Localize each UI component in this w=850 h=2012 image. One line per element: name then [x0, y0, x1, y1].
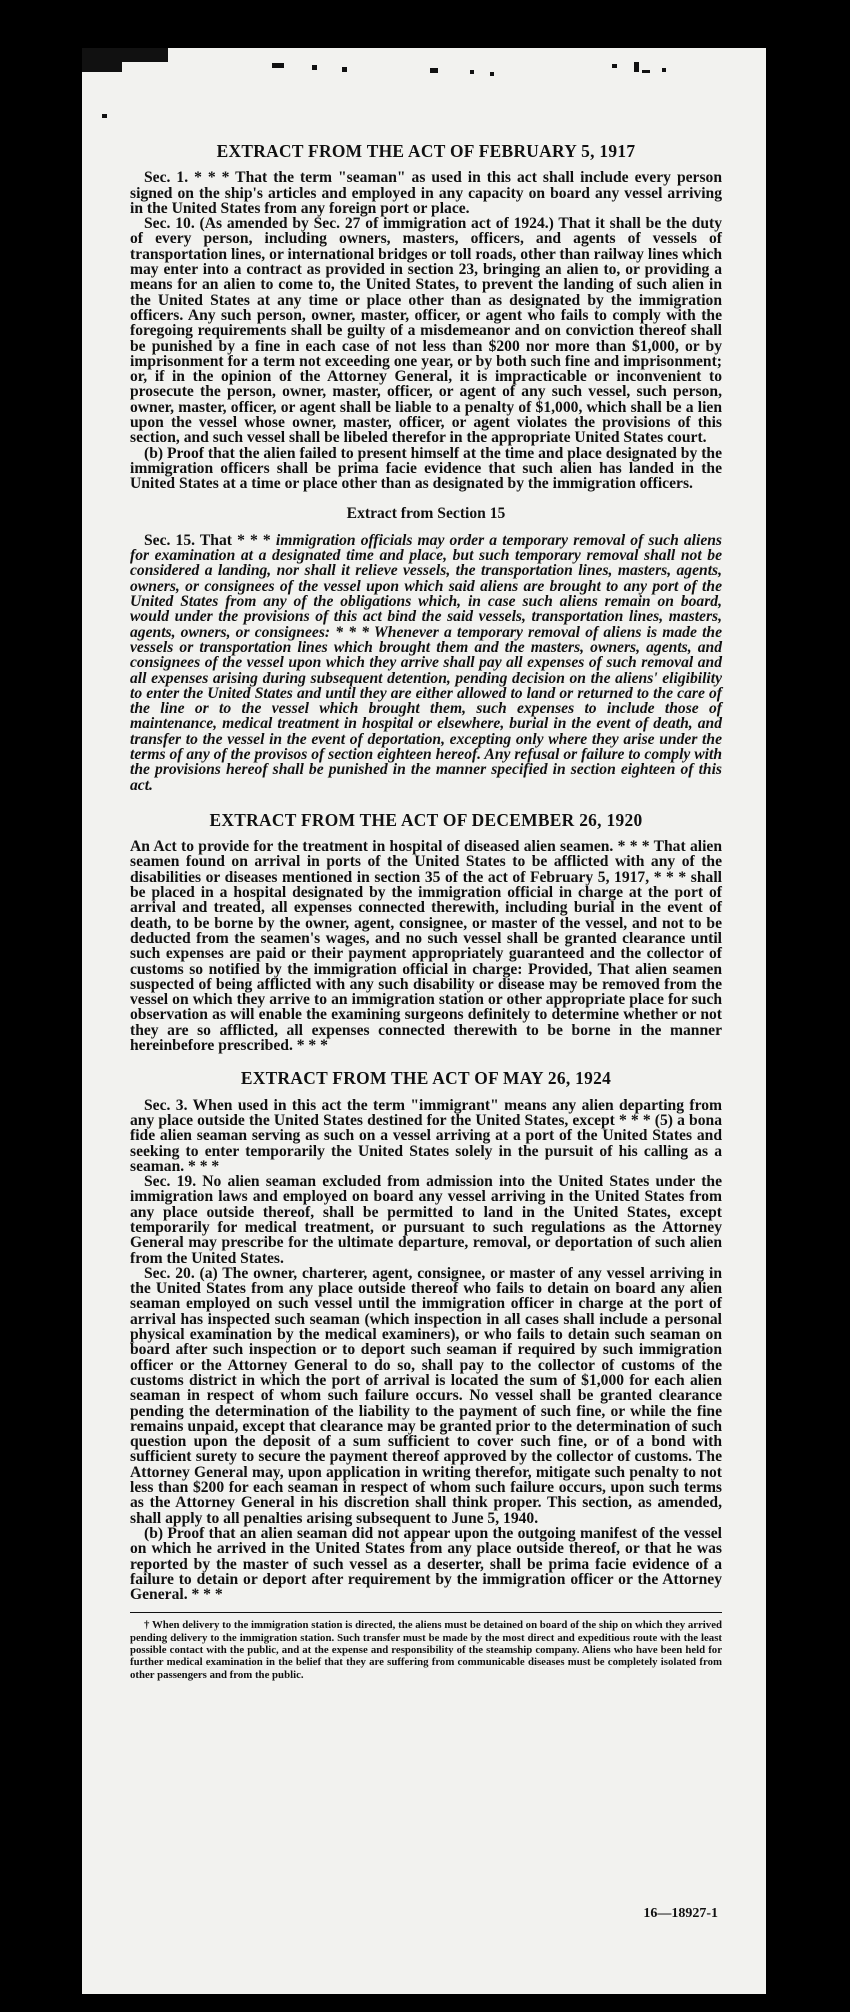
scan-artifacts	[82, 48, 766, 88]
paragraph-sec-1: Sec. 1. * * * That the term "seaman" as used in this act shall include every person signed on the ship's articles and employed in any capacity on board any vessel arriving in the United States from any foreign port or place.	[130, 169, 722, 217]
document-body	[130, 141, 722, 1681]
scan-blot	[470, 70, 474, 74]
paragraph-sec-15	[130, 533, 722, 793]
paragraph-sec-10: Sec. 10. (As amended by Sec. 27 of immigration act of 1924.) That it shall be the duty of every person, including owners, masters, officers, and agents of vessels of transportation lines, or international bridges or toll roads, other than railway lines which may enter into a contract as provided in section 23, bringing an alien to, or providing a means for an alien to come to, the United States, to prevent the landing of such alien in the United States at any time or place other than as designated by the immigration officers. Any such person, owner, master, officer, or agent who fails to comply with the foregoing requirements shall be guilty of a misdemeanor and on conviction thereof shall be punished by a fine in each case of not less than $200 nor more than $1,000, or by imprisonment for a term not exceeding one year, or by both such fine and imprisonment; or, if in the opinion of the Attorney General, it is impracticable or inconvenient to prosecute the person, owner, master, officer, or agent of any such vessel, such person, owner, master, officer, or agent shall be liable to a penalty of $1,000, which shall be a lien upon the vessel whose owner, master, officer, or agent violates the provisions of this section, and such vessel shall be libeled therefor in the appropriate United States court.	[130, 215, 722, 447]
scan-blot	[82, 60, 122, 72]
paragraph-sec-20a: Sec. 20. (a) The owner, charterer, agent, consignee, or master of any vessel arriving in the United States from any place outside thereof who fails to detain on board any alien seaman employed on such vessel until the immigration officer in charge at the port of arrival has inspected such seaman (which inspection in all cases shall include a personal physical examination by the medical examiners), or who fails to detain such seaman on board after such inspection or to deport such seaman if required by such immigration officer or the Attorney General to do so, shall pay to the collector of customs of the customs district in which the port of arrival is located the sum of $1,000 for each alien seaman in respect of whom such failure occurs. No vessel shall be granted clearance pending the determination of the liability to the payment of such fine, or while the fine remains unpaid, except that clearance may be granted prior to the determination of such question upon the deposit of a sum sufficient to cover such fine, or of a bond with sufficient surety to secure the payment thereof approved by the collector of customs. The Attorney General may, upon application in writing therefor, mitigate such penalty to not less than $200 for each seaman in respect of whom such failure occurs, upon such terms as the Attorney General in his discretion shall think proper. This section, as amended, shall apply to all penalties arising subsequent to June 5, 1940.	[130, 1264, 722, 1527]
scan-blot	[662, 68, 666, 72]
scan-blot	[634, 62, 639, 72]
footnote-divider	[130, 1612, 722, 1613]
scan-blot	[642, 70, 650, 73]
scan-blot	[102, 114, 107, 118]
sec-15-body: immigration officials may order a temporary removal of such aliens for examination at a designated time and place, but such temporary removal shall not be considered a landing, nor shall it relieve vessels, the transportation lines, masters, agents, owners, or consignees of the vessel upon which said aliens are brought to any port of the United States from any of the obligations which, in case such aliens remain on board, would under the provisions of this act bind the said vessels, transportation lines, masters, agents, owners, or consignees: * * * Whenever a temporary removal of aliens is made the vessels or transportation lines which brought them and the masters, owners, agents, and consignees of the vessel upon which they arrive shall pay all expenses of such removal and all expenses arising during subsequent detention, pending decision on the aliens' eligibility to enter the United States and until they are either allowed to land or returned to the care of the line or to the vessel which brought them, such expenses to include those of maintenance, medical treatment in hospital or elsewhere, burial in the event of death, and transfer to the vessel in the event of deportation, excepting only where they arise under the terms of any of the provisos of section eighteen hereof. Any refusal or failure to comply with the provisions hereof shall be punished in the manner specified in section eighteen of this act.	[130, 531, 722, 794]
scan-blot	[272, 63, 284, 68]
paragraph-sec-19: Sec. 19. No alien seaman excluded from admission into the United States under the immigration laws and employed on board any vessel arriving in the United States from any place outside thereof, shall be permitted to land in the United States, except temporarily for medical treatment, or pursuant to such regulations as the Attorney General may prescribe for the ultimate departure, removal, or deportation of such alien from the United States.	[130, 1173, 722, 1267]
heading-act-1924: EXTRACT FROM THE ACT OF MAY 26, 1924	[240, 1068, 612, 1089]
paragraph-sec-20b: (b) Proof that an alien seaman did not appear upon the outgoing manifest of the vessel on which he arrived in the United States from any place outside thereof, or that he was reported by the master of such vessel as a deserter, shall be prima facie evidence of a failure to detain or deport after requirement by the immigration officer or the Attorney General. * * *	[130, 1524, 722, 1604]
form-number: 16—18927-1	[643, 1906, 718, 1921]
heading-section-15: Extract from Section 15	[346, 504, 506, 522]
section-act-1917	[130, 141, 722, 493]
section-act-1920	[130, 809, 722, 1055]
scan-blot	[312, 65, 317, 70]
scan-blot	[612, 64, 617, 68]
scan-blot	[430, 68, 438, 73]
footnote: † When delivery to the immigration station is directed, the aliens must be detained on board of the ship on which they arrived pending delivery to the immigration station. Such transfer must be made by the most direct and expeditious route with the least possible contact with the public, and at the expense and responsibility of the steamship company. Aliens who have been held for further medical examination in the belief that they are suffering from communicable diseases must be completely isolated from other passengers and from the public.	[130, 1619, 722, 1681]
paragraph-sec-10b: (b) Proof that the alien failed to present himself at the time and place designated by the immigration officers shall be prima facie evidence that such alien has landed in the United States at a time or place other than as designated by the immigration officers.	[130, 444, 722, 493]
section-extract-15	[130, 506, 722, 793]
sec-15-lead: Sec. 15. That * * *	[144, 531, 276, 549]
scan-blot	[342, 67, 347, 72]
section-act-1924	[130, 1068, 722, 1604]
paragraph-act-1920: An Act to provide for the treatment in hospital of diseased alien seamen. * * * That alien seamen found on arrival in ports of the United States to be afflicted with any of the disabilities or diseases mentioned in section 35 of the act of February 5, 1917, * * * shall be placed in a hospital designated by the immigration official in charge at the port of arrival and treated, all expenses connected therewith, including burial in the event of death, to be borne by the owner, agent, consignee, or master of the vessel, and not to be deducted from the seamen's wages, and no such vessel shall be granted clearance until such expenses are paid or their payment appropriately guaranteed and the collector of customs so notified by the immigration official in charge: Provided, That alien seamen suspected of being afflicted with any such disability or disease may be removed from the vessel on which they arrive to an immigration station or other appropriate place for such observation as will enable the examining surgeons definitely to determine whether or not they are so afflicted, all expenses connected therewith to be borne in the manner hereinbefore prescribed. * * *	[130, 838, 722, 1055]
heading-act-1920: EXTRACT FROM THE ACT OF DECEMBER 26, 1920	[209, 809, 643, 830]
document-page	[82, 48, 766, 1994]
paragraph-sec-3: Sec. 3. When used in this act the term "immigrant" means any alien departing from any place outside the United States destined for the United States, except * * * (5) a bona fide alien seaman serving as such on a vessel arriving at a port of the United States and seeking to enter temporarily the United States solely in the pursuit of his calling as a seaman. * * *	[130, 1096, 722, 1175]
heading-act-1917: EXTRACT FROM THE ACT OF FEBRUARY 5, 1917	[216, 141, 636, 161]
scan-blot	[490, 72, 494, 76]
